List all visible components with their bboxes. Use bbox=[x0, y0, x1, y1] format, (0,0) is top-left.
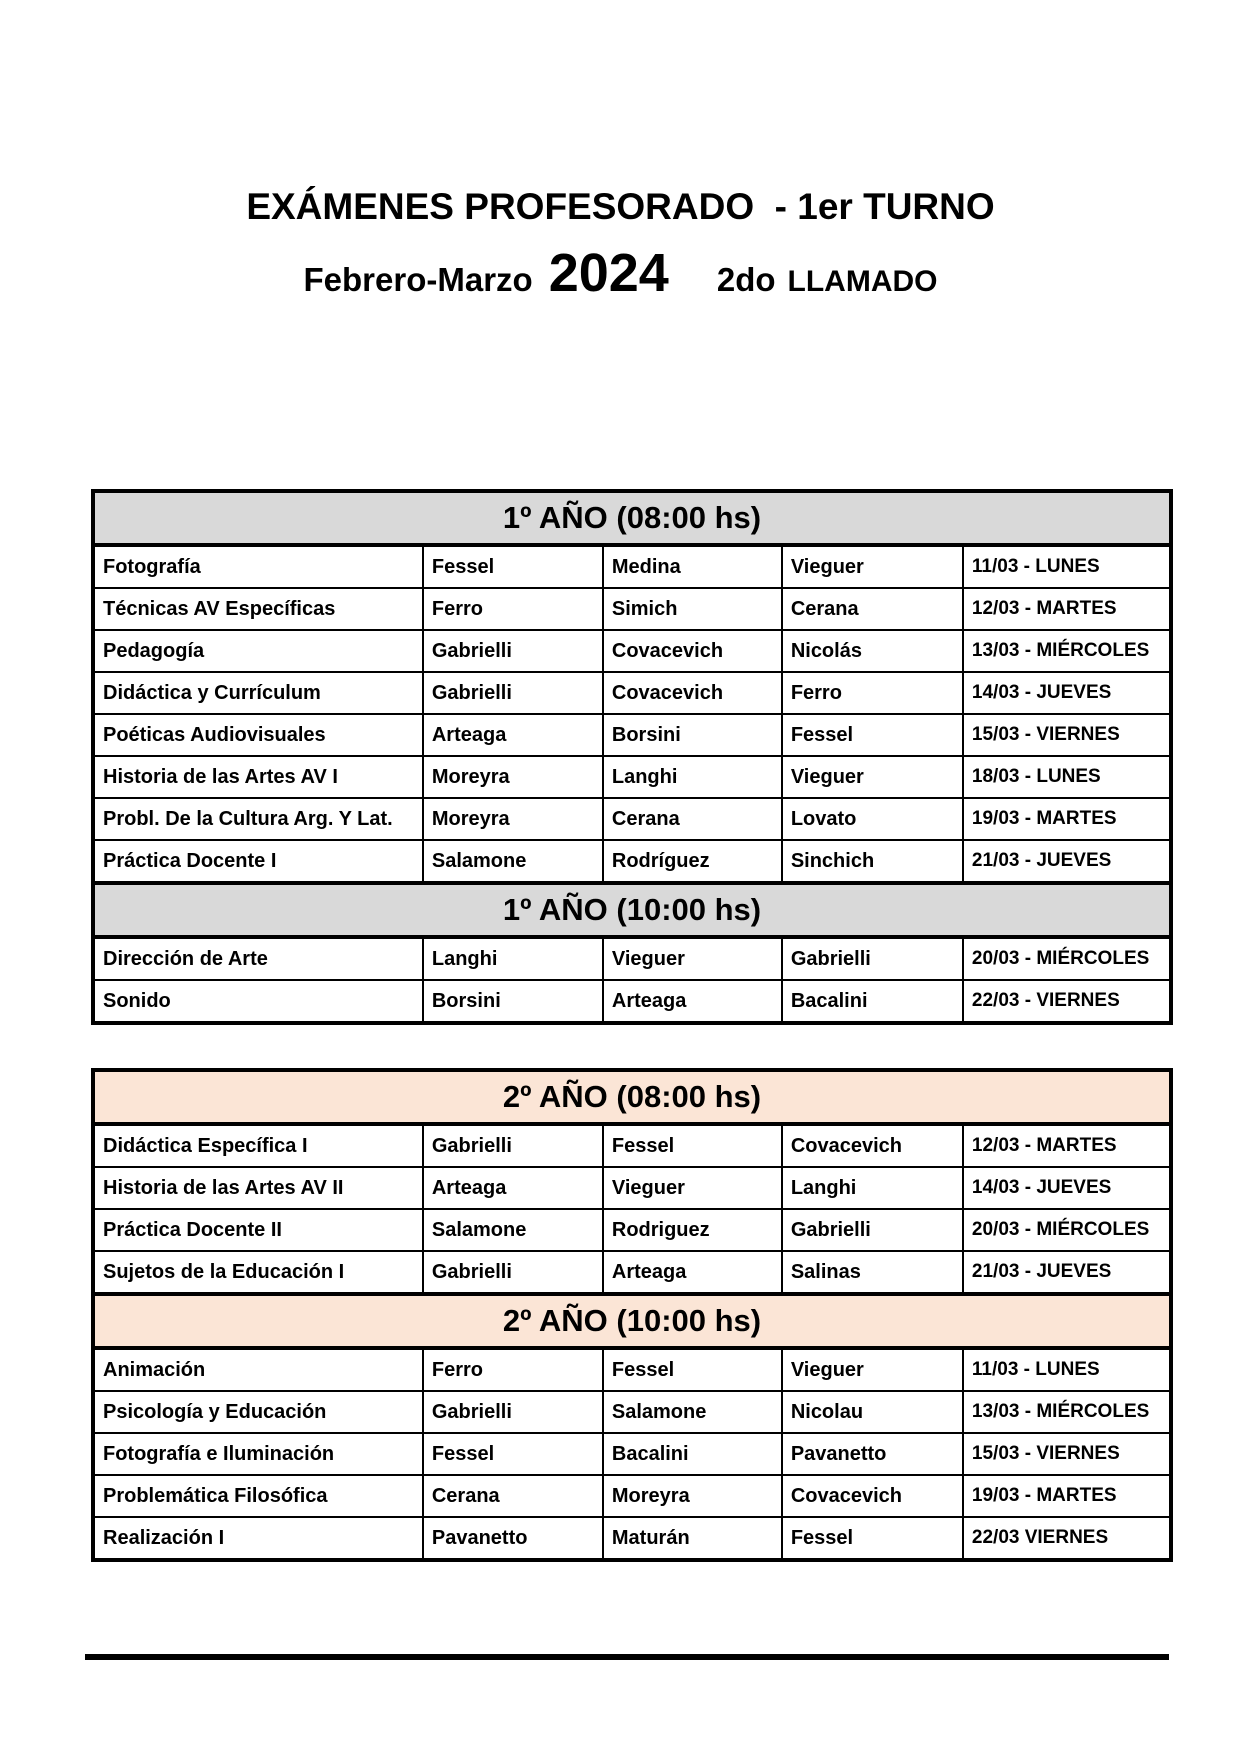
subject-cell: Poéticas Audiovisuales bbox=[93, 714, 423, 756]
examiner2-cell: Rodríguez bbox=[603, 840, 782, 883]
examiner1-cell: Ferro bbox=[423, 588, 603, 630]
examiner3-cell: Fessel bbox=[782, 714, 963, 756]
examiner2-cell: Bacalini bbox=[603, 1433, 782, 1475]
examiner2-cell: Maturán bbox=[603, 1517, 782, 1560]
examiner3-cell: Lovato bbox=[782, 798, 963, 840]
examiner3-cell: Langhi bbox=[782, 1167, 963, 1209]
subject-cell: Historia de las Artes AV I bbox=[93, 756, 423, 798]
subject-cell: Sujetos de la Educación I bbox=[93, 1251, 423, 1294]
examiner3-cell: Covacevich bbox=[782, 1124, 963, 1167]
examiner1-cell: Gabrielli bbox=[423, 630, 603, 672]
table-row bbox=[93, 1475, 1171, 1517]
examiner1-cell: Gabrielli bbox=[423, 1124, 603, 1167]
page-title: EXÁMENES PROFESORADO - 1er TURNO bbox=[246, 186, 995, 227]
examiner1-cell: Ferro bbox=[423, 1348, 603, 1391]
date-cell: 15/03 - VIERNES bbox=[963, 1433, 1171, 1475]
date-cell: 14/03 - JUEVES bbox=[963, 672, 1171, 714]
bottom-divider bbox=[85, 1654, 1169, 1660]
examiner3-cell: Gabrielli bbox=[782, 937, 963, 980]
examiner2-cell: Cerana bbox=[603, 798, 782, 840]
examiner3-cell: Cerana bbox=[782, 588, 963, 630]
subject-cell: Probl. De la Cultura Arg. Y Lat. bbox=[93, 798, 423, 840]
examiner3-cell: Vieguer bbox=[782, 1348, 963, 1391]
examiner2-cell: Covacevich bbox=[603, 630, 782, 672]
subtitle-call-number: 2do bbox=[716, 261, 776, 298]
examiner2-cell: Medina bbox=[603, 545, 782, 588]
section-header-row bbox=[93, 1070, 1171, 1124]
examiner1-cell: Moreyra bbox=[423, 798, 603, 840]
table-row bbox=[93, 588, 1171, 630]
examiner2-cell: Arteaga bbox=[603, 1251, 782, 1294]
examiner3-cell: Salinas bbox=[782, 1251, 963, 1294]
subtitle-month-range: Febrero-Marzo bbox=[303, 261, 533, 298]
examiner1-cell: Arteaga bbox=[423, 1167, 603, 1209]
examiner1-cell: Fessel bbox=[423, 545, 603, 588]
examiner1-cell: Gabrielli bbox=[423, 1391, 603, 1433]
date-cell: 19/03 - MARTES bbox=[963, 798, 1171, 840]
table-row bbox=[93, 798, 1171, 840]
examiner1-cell: Borsini bbox=[423, 980, 603, 1023]
examiner3-cell: Sinchich bbox=[782, 840, 963, 883]
examiner1-cell: Salamone bbox=[423, 1209, 603, 1251]
examiner3-cell: Nicolás bbox=[782, 630, 963, 672]
exam-table-1 bbox=[91, 489, 1173, 1025]
subtitle-call-label: LLAMADO bbox=[787, 265, 938, 298]
date-cell: 15/03 - VIERNES bbox=[963, 714, 1171, 756]
examiner1-cell: Salamone bbox=[423, 840, 603, 883]
date-cell: 19/03 - MARTES bbox=[963, 1475, 1171, 1517]
examiner2-cell: Borsini bbox=[603, 714, 782, 756]
examiner2-cell: Rodriguez bbox=[603, 1209, 782, 1251]
examiner1-cell: Fessel bbox=[423, 1433, 603, 1475]
section-title: 2º AÑO (08:00 hs) bbox=[93, 1070, 1171, 1124]
examiner1-cell: Cerana bbox=[423, 1475, 603, 1517]
table-row bbox=[93, 1251, 1171, 1294]
table-row bbox=[93, 937, 1171, 980]
subject-cell: Práctica Docente II bbox=[93, 1209, 423, 1251]
examiner2-cell: Covacevich bbox=[603, 672, 782, 714]
examiner1-cell: Arteaga bbox=[423, 714, 603, 756]
subject-cell: Realización I bbox=[93, 1517, 423, 1560]
date-cell: 21/03 - JUEVES bbox=[963, 1251, 1171, 1294]
subject-cell: Didáctica Específica I bbox=[93, 1124, 423, 1167]
subject-cell: Fotografía e Iluminación bbox=[93, 1433, 423, 1475]
date-cell: 11/03 - LUNES bbox=[963, 545, 1171, 588]
date-cell: 12/03 - MARTES bbox=[963, 588, 1171, 630]
examiner1-cell: Langhi bbox=[423, 937, 603, 980]
subject-cell: Didáctica y Currículum bbox=[93, 672, 423, 714]
examiner3-cell: Pavanetto bbox=[782, 1433, 963, 1475]
examiner3-cell: Vieguer bbox=[782, 756, 963, 798]
subject-cell: Sonido bbox=[93, 980, 423, 1023]
examiner2-cell: Moreyra bbox=[603, 1475, 782, 1517]
subject-cell: Animación bbox=[93, 1348, 423, 1391]
date-cell: 22/03 VIERNES bbox=[963, 1517, 1171, 1560]
section-title: 1º AÑO (08:00 hs) bbox=[93, 491, 1171, 545]
examiner2-cell: Fessel bbox=[603, 1348, 782, 1391]
examiner1-cell: Gabrielli bbox=[423, 672, 603, 714]
table-row bbox=[93, 840, 1171, 883]
date-cell: 11/03 - LUNES bbox=[963, 1348, 1171, 1391]
table-row bbox=[93, 1348, 1171, 1391]
section-header-row bbox=[93, 883, 1171, 937]
table-row bbox=[93, 980, 1171, 1023]
date-cell: 21/03 - JUEVES bbox=[963, 840, 1171, 883]
table-row bbox=[93, 630, 1171, 672]
table-row bbox=[93, 756, 1171, 798]
subject-cell: Psicología y Educación bbox=[93, 1391, 423, 1433]
table-row bbox=[93, 672, 1171, 714]
examiner2-cell: Vieguer bbox=[603, 1167, 782, 1209]
subject-cell: Dirección de Arte bbox=[93, 937, 423, 980]
examiner2-cell: Salamone bbox=[603, 1391, 782, 1433]
table-row bbox=[93, 714, 1171, 756]
date-cell: 14/03 - JUEVES bbox=[963, 1167, 1171, 1209]
examiner3-cell: Nicolau bbox=[782, 1391, 963, 1433]
examiner3-cell: Covacevich bbox=[782, 1475, 963, 1517]
date-cell: 22/03 - VIERNES bbox=[963, 980, 1171, 1023]
exam-table-2 bbox=[91, 1068, 1173, 1562]
section-header-row bbox=[93, 1294, 1171, 1348]
date-cell: 13/03 - MIÉRCOLES bbox=[963, 1391, 1171, 1433]
date-cell: 12/03 - MARTES bbox=[963, 1124, 1171, 1167]
date-cell: 20/03 - MIÉRCOLES bbox=[963, 937, 1171, 980]
examiner2-cell: Fessel bbox=[603, 1124, 782, 1167]
subject-cell: Historia de las Artes AV II bbox=[93, 1167, 423, 1209]
date-cell: 20/03 - MIÉRCOLES bbox=[963, 1209, 1171, 1251]
examiner3-cell: Fessel bbox=[782, 1517, 963, 1560]
date-cell: 13/03 - MIÉRCOLES bbox=[963, 630, 1171, 672]
subject-cell: Pedagogía bbox=[93, 630, 423, 672]
section-title: 2º AÑO (10:00 hs) bbox=[93, 1294, 1171, 1348]
page-subtitle bbox=[0, 242, 1241, 304]
examiner1-cell: Pavanetto bbox=[423, 1517, 603, 1560]
subject-cell: Práctica Docente I bbox=[93, 840, 423, 883]
table-row bbox=[93, 545, 1171, 588]
table-row bbox=[93, 1124, 1171, 1167]
examiner2-cell: Simich bbox=[603, 588, 782, 630]
section-title: 1º AÑO (10:00 hs) bbox=[93, 883, 1171, 937]
examiner3-cell: Gabrielli bbox=[782, 1209, 963, 1251]
examiner1-cell: Moreyra bbox=[423, 756, 603, 798]
subject-cell: Problemática Filosófica bbox=[93, 1475, 423, 1517]
table-row bbox=[93, 1433, 1171, 1475]
table-row bbox=[93, 1517, 1171, 1560]
examiner2-cell: Arteaga bbox=[603, 980, 782, 1023]
examiner2-cell: Vieguer bbox=[603, 937, 782, 980]
subtitle-year: 2024 bbox=[548, 243, 669, 303]
date-cell: 18/03 - LUNES bbox=[963, 756, 1171, 798]
examiner3-cell: Bacalini bbox=[782, 980, 963, 1023]
table-row bbox=[93, 1209, 1171, 1251]
table-row bbox=[93, 1391, 1171, 1433]
examiner3-cell: Vieguer bbox=[782, 545, 963, 588]
subject-cell: Técnicas AV Específicas bbox=[93, 588, 423, 630]
section-header-row bbox=[93, 491, 1171, 545]
table-row bbox=[93, 1167, 1171, 1209]
examiner1-cell: Gabrielli bbox=[423, 1251, 603, 1294]
examiner3-cell: Ferro bbox=[782, 672, 963, 714]
examiner2-cell: Langhi bbox=[603, 756, 782, 798]
subject-cell: Fotografía bbox=[93, 545, 423, 588]
